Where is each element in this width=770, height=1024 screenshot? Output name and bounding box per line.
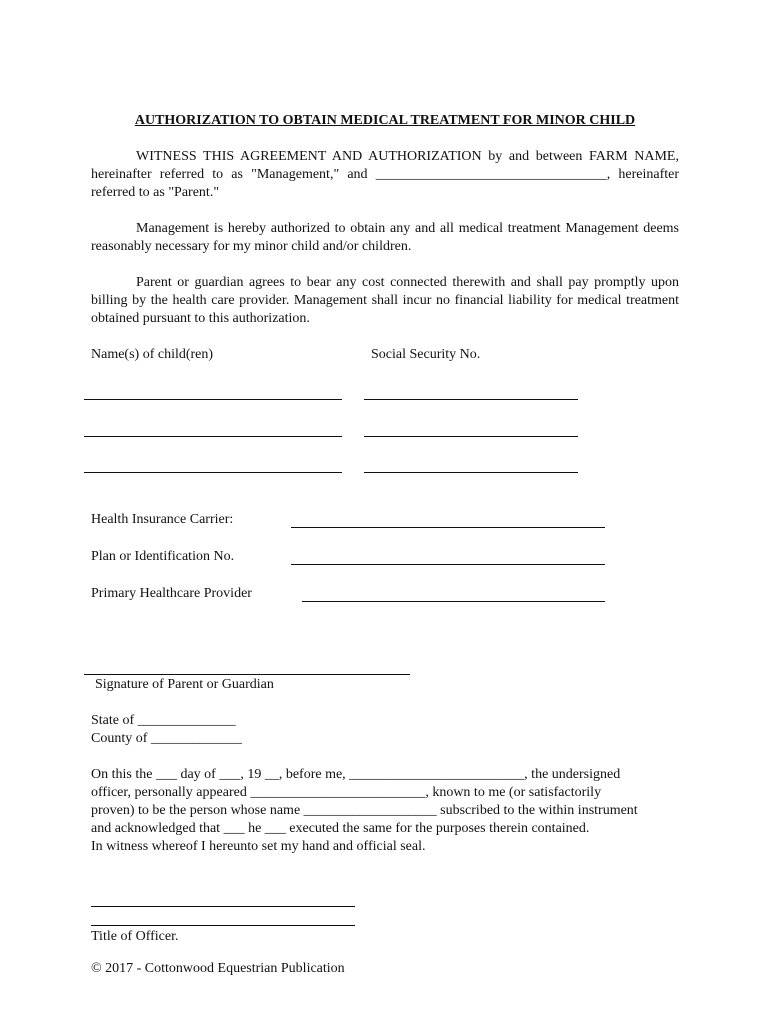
notary-text-line-5: In witness whereof I hereunto set my hand and official seal. bbox=[91, 839, 426, 854]
officer-signature-line bbox=[91, 906, 355, 907]
title-of-officer-label: Title of Officer. bbox=[91, 929, 179, 944]
state-line: State of ______________ bbox=[91, 713, 236, 728]
authorization-paragraph: Management is hereby authorized to obtain any and all medical treatment Management deems reasonably necessary for my minor child and/or children. bbox=[91, 221, 679, 254]
ssn-line-2 bbox=[364, 436, 578, 437]
county-line: County of _____________ bbox=[91, 731, 242, 746]
notary-text-line-3: proven) to be the person whose name ___________________ subscribed to the within instrument bbox=[91, 803, 638, 818]
insurance-carrier-label: Health Insurance Carrier: bbox=[91, 512, 234, 527]
child-name-line-2 bbox=[84, 436, 342, 437]
notary-text-line-4: and acknowledged that ___ he ___ executed the same for the purposes therein contained. bbox=[91, 821, 590, 836]
child-name-line-3 bbox=[84, 472, 342, 473]
children-names-header: Name(s) of child(ren) bbox=[91, 347, 214, 362]
signature-line bbox=[84, 674, 410, 675]
copyright-footer: © 2017 - Cottonwood Equestrian Publication bbox=[91, 961, 345, 976]
ssn-header: Social Security No. bbox=[371, 347, 481, 362]
notary-text-line-2: officer, personally appeared _________________________, known to me (or satisfactorily bbox=[91, 785, 602, 800]
officer-name-line bbox=[91, 925, 355, 926]
ssn-line-3 bbox=[364, 472, 578, 473]
agreement-paragraph: WITNESS THIS AGREEMENT AND AUTHORIZATION by and between FARM NAME, hereinafter referred to as "Management," and _________________________________, hereinafter referred to as "Parent." bbox=[91, 149, 679, 200]
insurance-carrier-line bbox=[291, 527, 605, 528]
ssn-line-1 bbox=[364, 399, 578, 400]
plan-id-label: Plan or Identification No. bbox=[91, 549, 235, 564]
cost-paragraph: Parent or guardian agrees to bear any cost connected therewith and shall pay promptly upon billing by the health care provider. Management shall incur no financial liability for medical treatment obtained pursuant to this authorization. bbox=[91, 275, 679, 326]
primary-provider-label: Primary Healthcare Provider bbox=[91, 586, 252, 601]
signature-label: Signature of Parent or Guardian bbox=[95, 677, 274, 692]
notary-text-line-1: On this the ___ day of ___, 19 __, before me, _________________________, the undersigned bbox=[91, 767, 621, 782]
primary-provider-line bbox=[302, 601, 605, 602]
child-name-line-1 bbox=[84, 399, 342, 400]
plan-id-line bbox=[291, 564, 605, 565]
document-title: AUTHORIZATION TO OBTAIN MEDICAL TREATMENT FOR MINOR CHILD bbox=[134, 113, 636, 128]
